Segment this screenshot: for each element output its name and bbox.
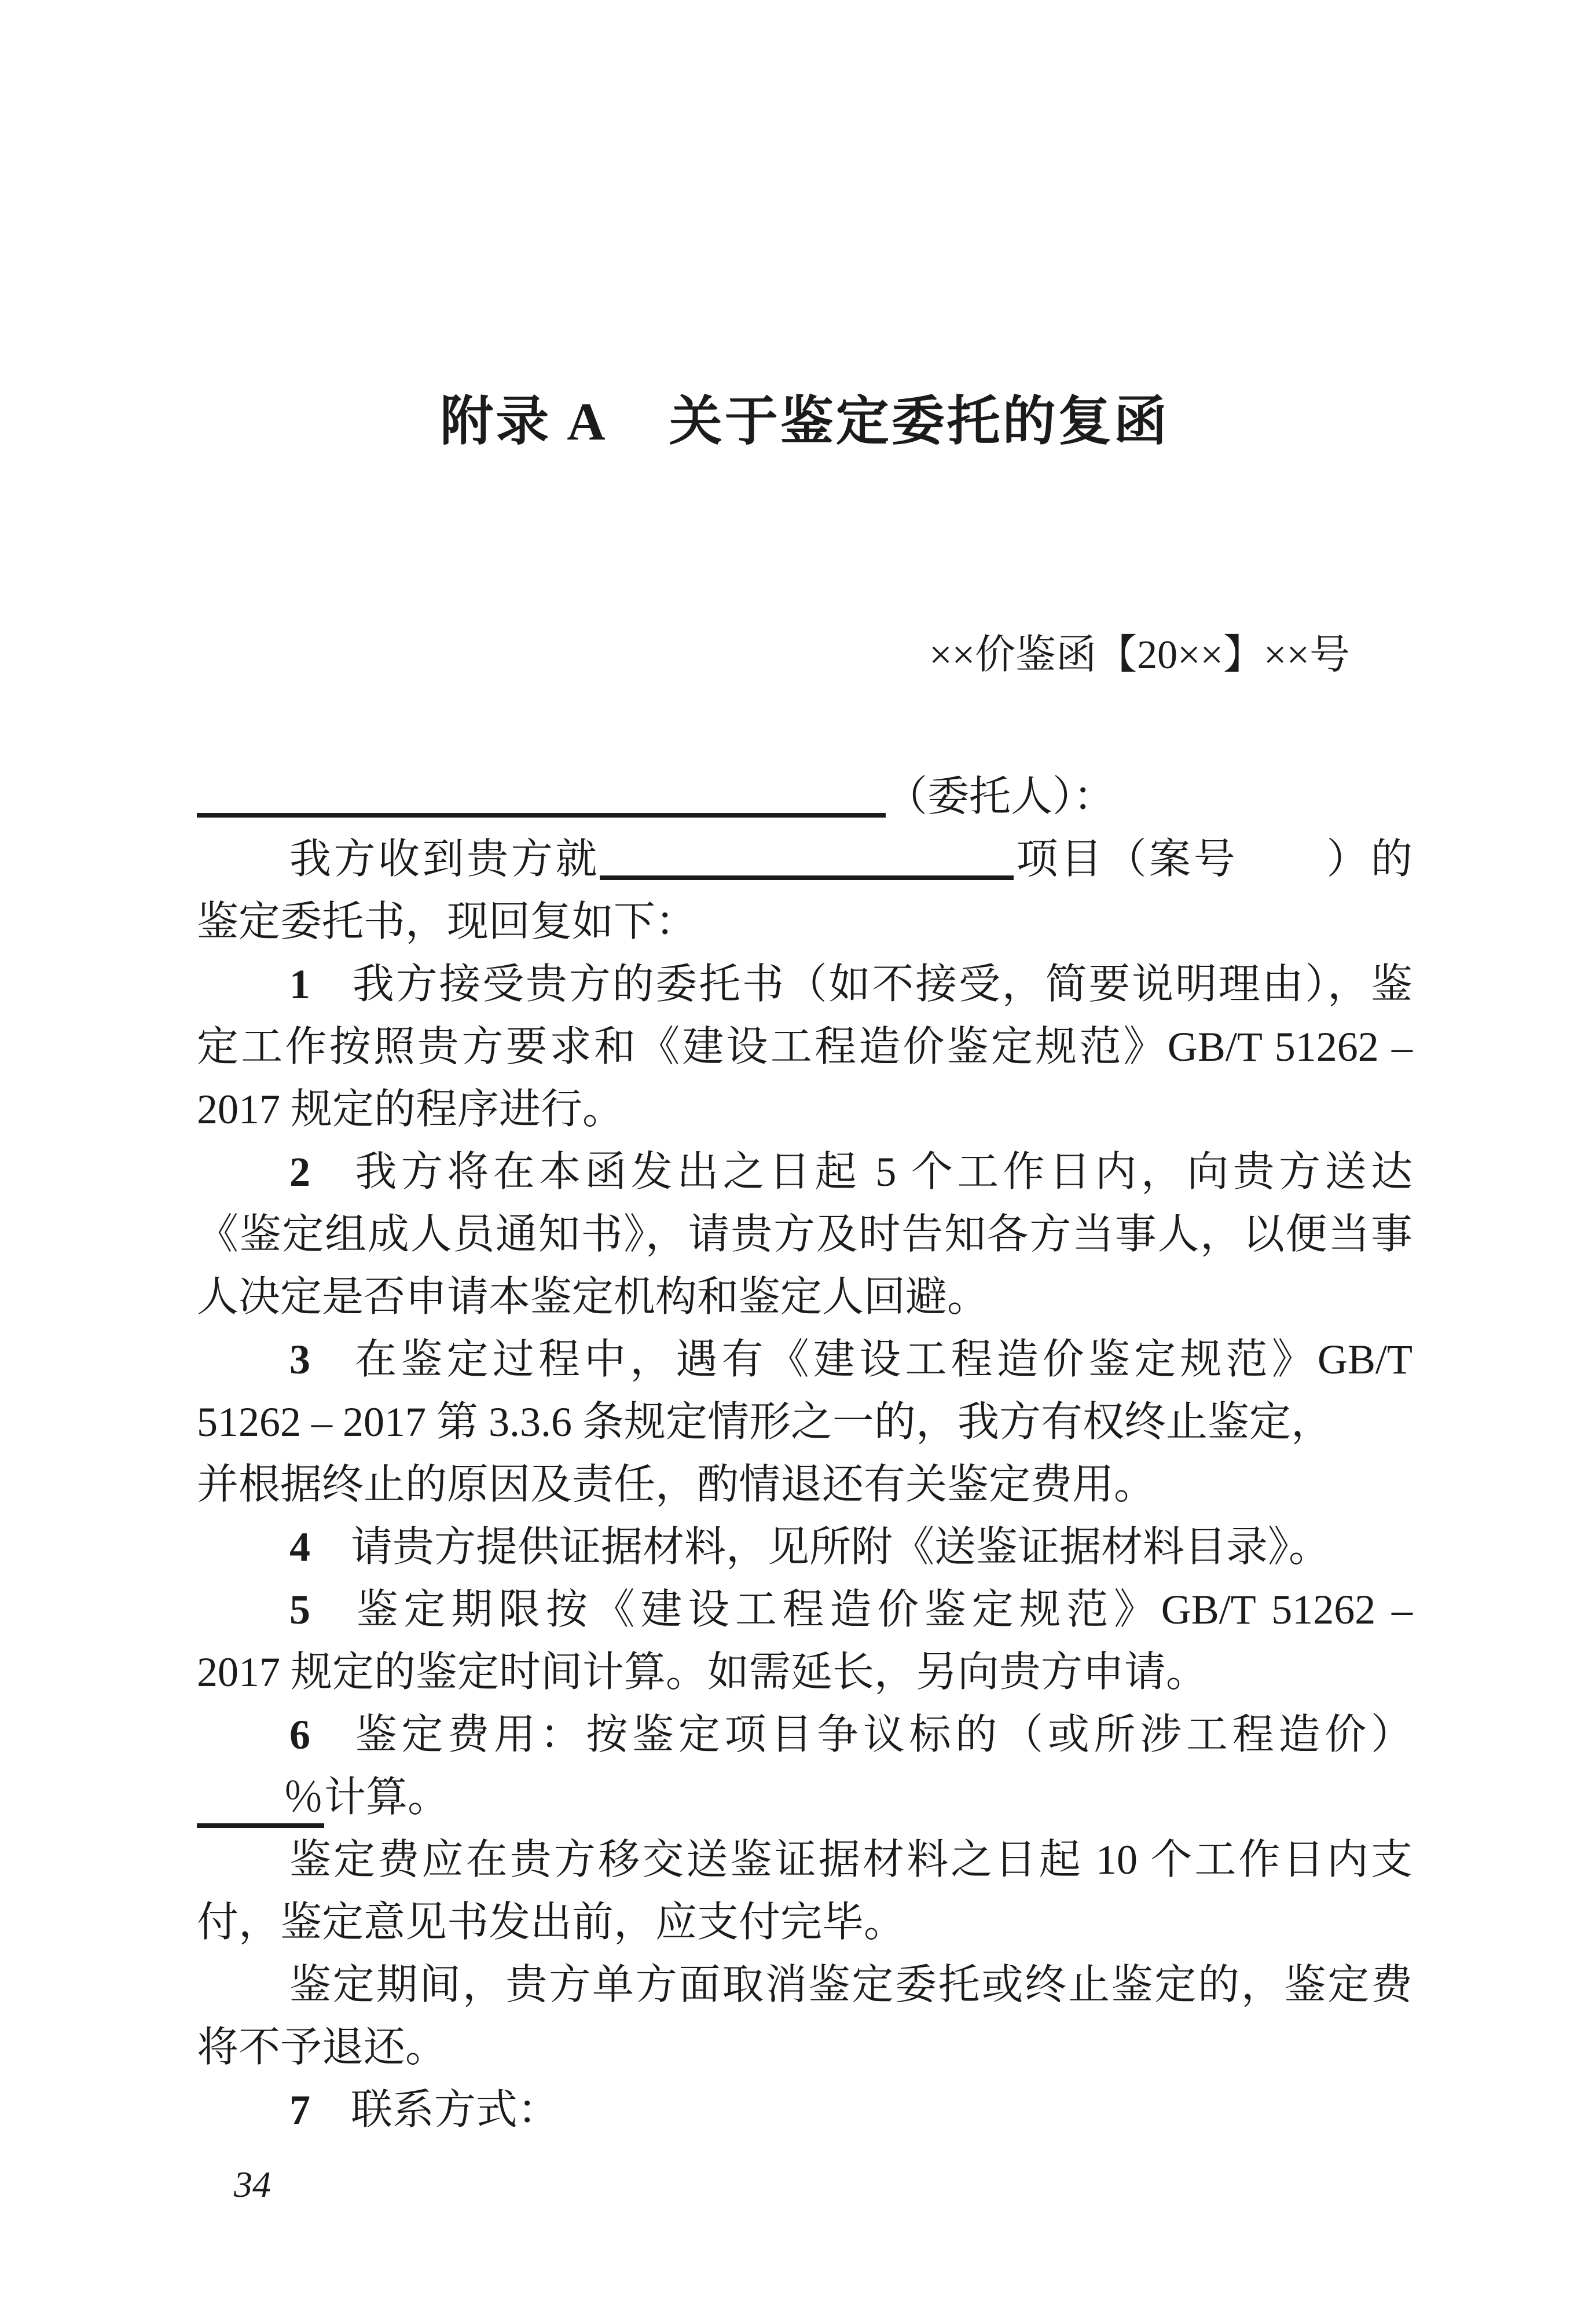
- body-line: [197, 1703, 1412, 1766]
- text-segment: 我方接受贵方的委托书（如不接受，简要说明理由），鉴: [351, 961, 1412, 1007]
- item-number: 5: [289, 1586, 310, 1633]
- text-segment: 请贵方提供证据材料，见所附《送鉴证据材料目录》。: [351, 1524, 1331, 1570]
- body-line: [197, 1266, 1412, 1328]
- body-line: [197, 1453, 1412, 1516]
- body-line: [197, 1328, 1412, 1391]
- text-segment: 联系方式：: [351, 2087, 560, 2133]
- body-line: [197, 891, 1412, 953]
- text-segment: 鉴定委托书，现回复如下：: [197, 899, 698, 945]
- text-segment: 鉴定期间，贵方单方面取消鉴定委托或终止鉴定的，鉴定费: [289, 1962, 1412, 2008]
- text-segment: 鉴定费用：按鉴定项目争议标的（或所涉工程造价）: [351, 1712, 1412, 1758]
- text-segment: 人决定是否申请本鉴定机构和鉴定人回避。: [197, 1274, 989, 1320]
- body-line: [197, 1391, 1412, 1453]
- text-segment: 我方将在本函发出之日起 5 个工作日内，向贵方送达: [351, 1149, 1412, 1195]
- item-number: 4: [289, 1524, 310, 1570]
- appendix-title: [197, 387, 1412, 456]
- text-segment: 定工作按照贵方要求和《建设工程造价鉴定规范》GB/T 51262 –: [197, 1024, 1412, 1070]
- text-segment: 2017 规定的鉴定时间计算。如需延长，另向贵方申请。: [197, 1649, 1208, 1695]
- body-line: [197, 828, 1412, 891]
- fill-in-blank: [600, 867, 1014, 880]
- body-line: [197, 1516, 1412, 1578]
- body-line: [197, 1141, 1412, 1203]
- body-line: [197, 1016, 1412, 1078]
- letter-body: [197, 765, 1412, 2141]
- text-segment: 鉴定期限按《建设工程造价鉴定规范》GB/T 51262 –: [351, 1586, 1412, 1633]
- body-line: [197, 1641, 1412, 1703]
- fill-in-blank: [197, 805, 886, 818]
- body-line: [197, 2016, 1412, 2079]
- text-segment: 项目（案号 ）的: [1013, 836, 1412, 882]
- body-line: [197, 1766, 1412, 1829]
- document-reference-number: ××价鉴函【20××】××号: [929, 633, 1350, 677]
- text-segment: 51262 – 2017 第 3.3.6 条规定情形之一的，我方有权终止鉴定，: [197, 1399, 1333, 1445]
- appendix-title-main: 关于鉴定委托的复函: [669, 392, 1169, 451]
- item-number: 2: [289, 1149, 310, 1195]
- page-number: 34: [234, 2164, 271, 2205]
- body-line: [197, 953, 1412, 1016]
- item-number: 3: [289, 1336, 310, 1383]
- body-line: [197, 1203, 1412, 1266]
- item-number: 1: [289, 961, 310, 1007]
- body-line: [197, 1891, 1412, 1954]
- text-segment: 2017 规定的程序进行。: [197, 1086, 625, 1133]
- text-segment: 鉴定费应在贵方移交送鉴证据材料之日起 10 个工作日内支: [289, 1837, 1412, 1883]
- text-segment: 《鉴定组成人员通知书》，请贵方及时告知各方当事人，以便当事: [197, 1211, 1412, 1258]
- body-line: [197, 1078, 1412, 1141]
- text-segment: 在鉴定过程中，遇有《建设工程造价鉴定规范》GB/T: [351, 1336, 1412, 1383]
- text-segment: （委托人）：: [886, 774, 1116, 820]
- body-line: [197, 1829, 1412, 1891]
- item-number: 7: [289, 2087, 310, 2133]
- text-segment: 并根据终止的原因及责任，酌情退还有关鉴定费用。: [197, 1461, 1156, 1508]
- text-segment: 计算。: [324, 1774, 450, 1820]
- text-segment: 我方收到贵方就: [289, 836, 600, 882]
- body-line: [197, 765, 1412, 828]
- body-line: [197, 1954, 1412, 2016]
- appendix-title-prefix: 附录 A: [440, 392, 608, 451]
- body-line: [197, 1578, 1412, 1641]
- text-segment: 将不予退还。: [197, 2024, 447, 2071]
- body-line: [197, 2079, 1412, 2141]
- fill-in-blank: ％: [197, 1771, 324, 1828]
- item-number: 6: [289, 1712, 310, 1758]
- text-segment: 付，鉴定意见书发出前，应支付完毕。: [197, 1899, 906, 1945]
